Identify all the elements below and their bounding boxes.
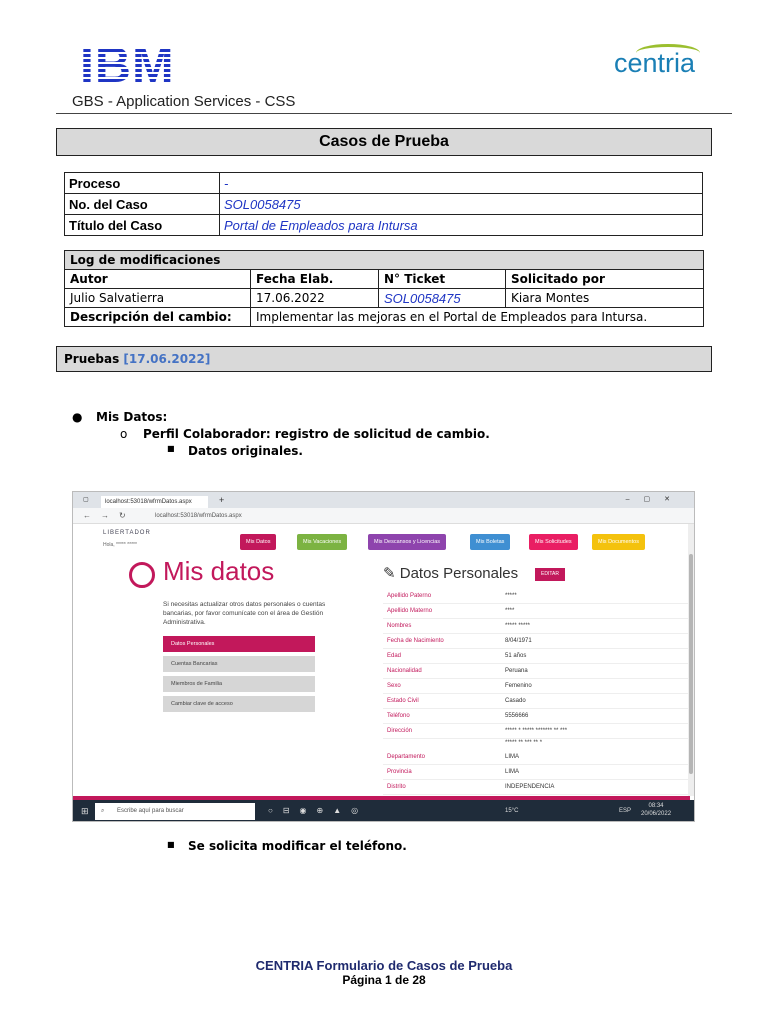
footer-title: CENTRIA Formulario de Casos de Prueba xyxy=(255,958,513,973)
field-row: Provincia LIMA xyxy=(383,765,688,780)
page-icon: ▢ xyxy=(83,497,89,503)
editar-button[interactable]: EDITAR xyxy=(535,568,565,581)
log-autor: Julio Salvatierra xyxy=(65,289,251,308)
field-row: Fecha de Nacimiento 8/04/1971 xyxy=(383,634,688,649)
id-card-icon xyxy=(129,562,155,588)
portal-page xyxy=(73,524,690,796)
page-number: Página 1 de 28 xyxy=(342,973,426,987)
titulo-value: Portal de Empleados para Intursa xyxy=(220,215,703,236)
log-heading: Log de modificaciones xyxy=(65,251,704,270)
numero-label: No. del Caso xyxy=(65,194,220,215)
bullet-dot-icon: ● xyxy=(72,410,83,424)
clock[interactable]: 08:34 20/06/2022 xyxy=(641,803,672,817)
page-title: Mis datos xyxy=(163,556,275,586)
field-row: Departamento LIMA xyxy=(383,750,688,765)
weather-text: 15°C xyxy=(505,808,519,814)
nav-mis-documentos[interactable]: Mis Documentos xyxy=(592,534,645,550)
windows-start-icon[interactable]: ⊞ xyxy=(81,806,89,816)
numero-value: SOL0058475 xyxy=(220,194,703,215)
nav-mis-solicitudes[interactable]: Mis Solicitudes xyxy=(529,534,578,550)
nav-arrows-icon[interactable]: ←→↻ xyxy=(83,511,136,520)
titulo-label: Título del Caso xyxy=(65,215,220,236)
log-fecha: 17.06.2022 xyxy=(251,289,379,308)
libertador-logo: LIBERTADOR xyxy=(103,530,151,536)
bullet-square-icon: ■ xyxy=(167,840,175,849)
nav-mis-boletas[interactable]: Mis Boletas xyxy=(470,534,510,550)
field-row: Sexo Femenino xyxy=(383,679,688,694)
field-row: Distrito INDEPENDENCIA xyxy=(383,780,688,795)
pruebas-bar xyxy=(56,346,712,372)
bullet-perfil: Perfil Colaborador: registro de solicitud de cambio. xyxy=(143,427,490,441)
browser-tab-bar xyxy=(73,492,694,508)
field-row: Nombres ***** ***** xyxy=(383,619,688,634)
greeting: Hola, ***** ***** xyxy=(103,542,137,548)
header-divider xyxy=(56,113,732,114)
col-solicitado: Solicitado por xyxy=(506,270,704,289)
field-row: Estado Civil Casado xyxy=(383,694,688,709)
side-miembros-familia[interactable]: Miembros de Familia xyxy=(163,676,315,692)
nav-mis-vacaciones[interactable]: Mis Vacaciones xyxy=(297,534,347,550)
pruebas-date: [17.06.2022] xyxy=(123,352,211,366)
log-solicitado: Kiara Montes xyxy=(506,289,704,308)
field-row: Apellido Materno **** xyxy=(383,604,688,619)
col-autor: Autor xyxy=(65,270,251,289)
lang-indicator[interactable]: ESP xyxy=(619,808,632,814)
proceso-value: - xyxy=(220,173,703,194)
taskbar-apps-icon[interactable]: ○⊟◉⊕▲◎ xyxy=(268,806,369,815)
log-table xyxy=(64,250,704,327)
field-row: Edad 51 años xyxy=(383,649,688,664)
search-icon: ⌕ xyxy=(101,808,105,814)
field-row: Nacionalidad Peruana xyxy=(383,664,688,679)
field-row: ***** ** *** ** * xyxy=(505,740,543,746)
field-row: Apellido Paterno ***** xyxy=(383,589,688,604)
new-tab-icon[interactable]: + xyxy=(219,495,225,505)
bullet-datos-originales: Datos originales. xyxy=(188,444,303,458)
desc-value: Implementar las mejoras en el Portal de Empleados para Intursa. xyxy=(251,308,704,327)
proceso-label: Proceso xyxy=(65,173,220,194)
pruebas-label: Pruebas xyxy=(64,352,120,366)
browser-address-bar xyxy=(73,508,694,524)
nav-mis-datos[interactable]: Mis Datos xyxy=(240,534,276,550)
desc-label: Descripción del cambio: xyxy=(65,308,251,327)
taskbar-search[interactable]: ⌕ Escribe aquí para buscar xyxy=(95,803,255,820)
info-text: Si necesitas actualizar otros datos personales o cuentas bancarias, por favor comunícate con el área de Gestión Administrativa. xyxy=(163,601,326,626)
side-datos-personales[interactable]: Datos Personales xyxy=(163,636,315,652)
bullet-circle-icon: o xyxy=(120,427,128,441)
windows-taskbar xyxy=(73,800,694,822)
bullet-square-icon: ■ xyxy=(167,444,175,453)
centria-logo: centria xyxy=(614,44,720,80)
side-cuentas-bancarias[interactable]: Cuentas Bancarias xyxy=(163,656,315,672)
document-title: Casos de Prueba xyxy=(56,128,712,156)
nav-mis-descansos[interactable]: Mis Descansos y Licencias xyxy=(368,534,446,550)
datos-personales-title: ✎ Datos Personales xyxy=(383,565,519,582)
field-row: Dirección ***** * ***** ******* ** *** xyxy=(383,724,688,739)
bullet-mis-datos: Mis Datos: xyxy=(96,410,168,424)
ibm-logo: IBM xyxy=(80,44,188,86)
side-cambiar-clave[interactable]: Cambiar clave de acceso xyxy=(163,696,315,712)
bullet-modificar-telefono: Se solicita modificar el teléfono. xyxy=(188,839,407,853)
url-field[interactable]: localhost:53018/wfrmDatos.aspx xyxy=(155,513,242,519)
page-scrollbar[interactable] xyxy=(688,524,694,796)
case-info-table xyxy=(64,172,703,236)
col-ticket: N° Ticket xyxy=(379,270,506,289)
window-controls-icon[interactable]: –▢✕ xyxy=(625,496,684,503)
field-row: Teléfono 5556666 xyxy=(383,709,688,724)
col-fecha: Fecha Elab. xyxy=(251,270,379,289)
portal-screenshot xyxy=(72,491,695,822)
header-subtitle: GBS - Application Services - CSS xyxy=(72,93,296,110)
log-ticket: SOL0058475 xyxy=(379,289,506,308)
browser-tab[interactable]: localhost:53018/wfrmDatos.aspx xyxy=(101,496,208,508)
